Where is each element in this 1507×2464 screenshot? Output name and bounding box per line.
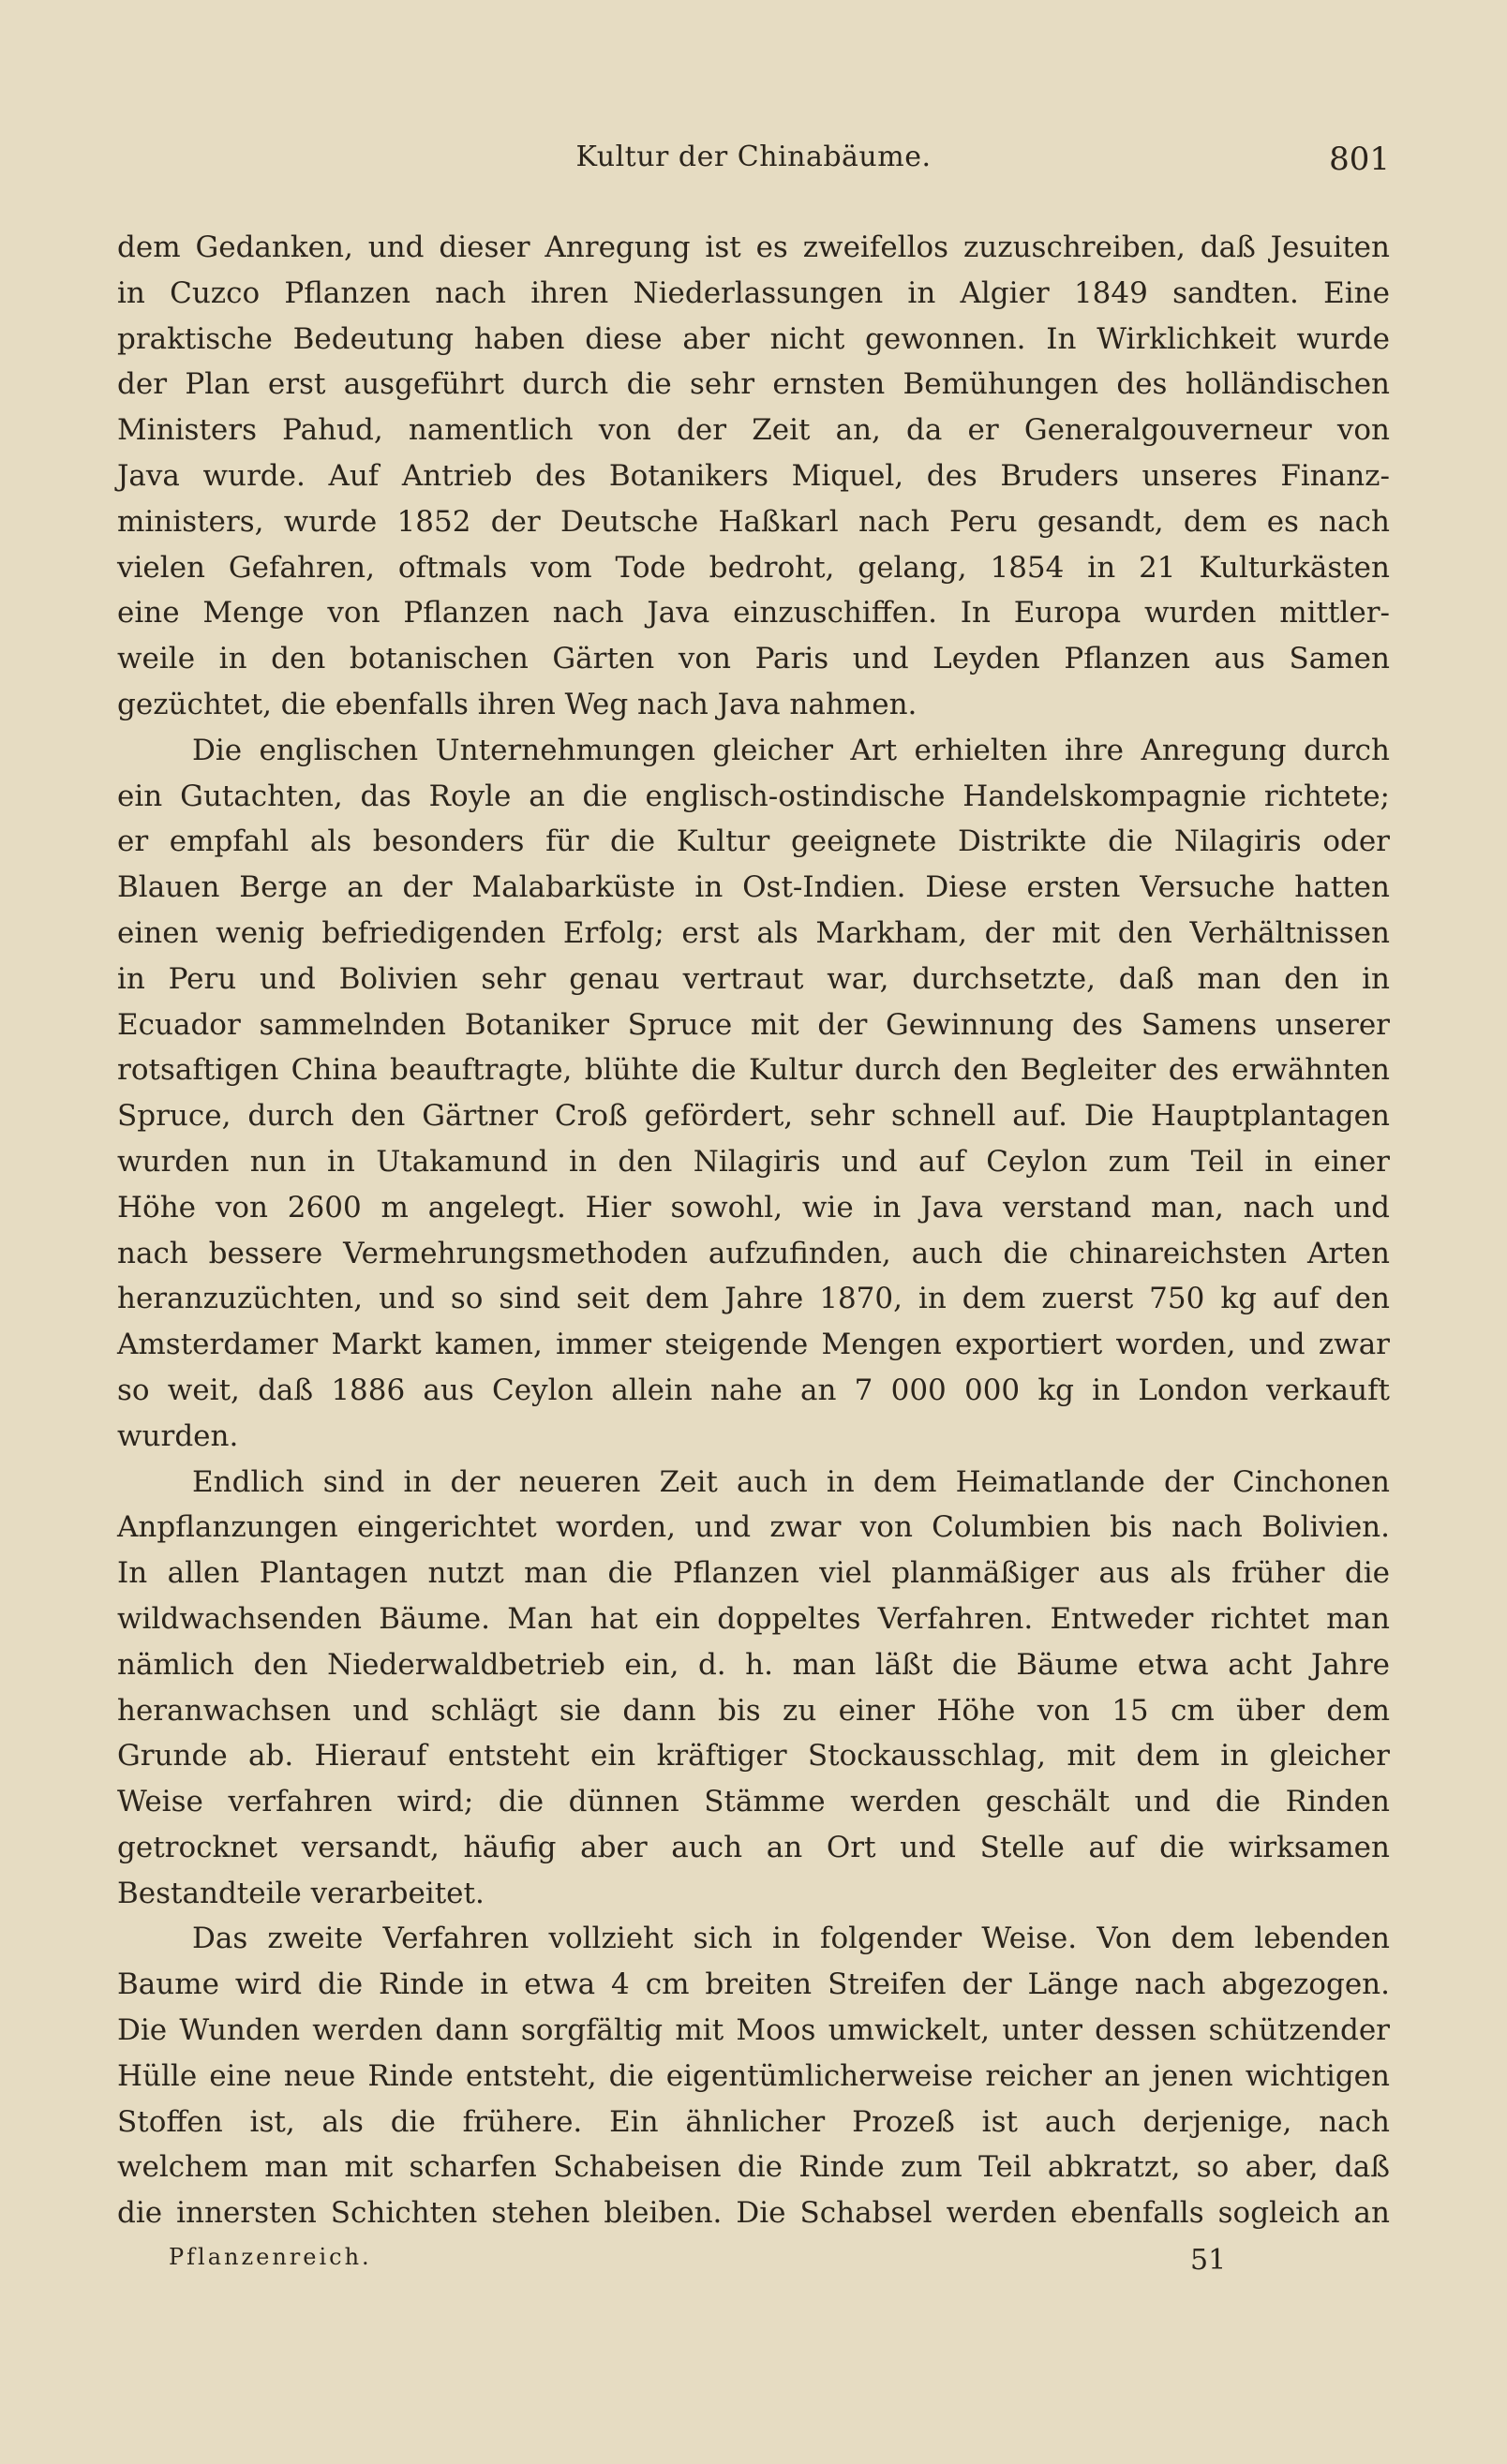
text-line: weile in den botanischen Gärten von Paris und Leyden Pflanzen aus Samen (117, 642, 1390, 676)
body-text (117, 225, 1390, 2236)
text-line: In allen Plantagen nutzt man die Pflanzen viel planmäßiger aus als früher die (117, 1556, 1390, 1591)
text-line: Stoffen ist, als die frühere. Ein ähnlicher Prozeß ist auch derjenige, nach (117, 2104, 1390, 2139)
text-line: gezüchtet, die ebenfalls ihren Weg nach Java nahmen. (117, 687, 918, 721)
text-line: dem Gedanken, und dieser Anregung ist es zweifellos zuzuschreiben, daß Jesuiten (117, 230, 1390, 264)
text-line: Ecuador sammelnden Botaniker Spruce mit der Gewinnung des Samens unserer (117, 1007, 1390, 1042)
text-line: Java wurde. Auf Antrieb des Botanikers Miquel, des Bruders unseres Finanz- (117, 458, 1390, 493)
text-line: Bestandteile verarbeitet. (117, 1876, 485, 1910)
text-line: in Peru und Bolivien sehr genau vertraut war, durchsetzte, daß man den in (117, 961, 1390, 996)
text-line: Anpflanzungen eingerichtet worden, und zwar von Columbien bis nach Bolivien. (117, 1510, 1390, 1545)
text-line: Das zweite Verfahren vollzieht sich in folgender Weise. Von dem lebenden (192, 1922, 1390, 1956)
text-line: Amsterdamer Markt kamen, immer steigende Mengen exportiert worden, und zwar (117, 1328, 1390, 1362)
text-line: ein Gutachten, das Royle an die englisch-ostindische Handelskompagnie richtete; (117, 779, 1390, 813)
text-line: heranwachsen und schlägt sie dann bis zu einer Höhe von 15 cm über dem (117, 1693, 1390, 1728)
text-line: getrocknet versandt, häufig aber auch an Ort und Stelle auf die wirksamen (117, 1830, 1390, 1864)
page-footer (169, 2244, 1340, 2281)
text-line: wildwachsenden Bäume. Man hat ein doppeltes Verfahren. Entweder richtet man (117, 1601, 1390, 1636)
running-title: Kultur der Chinabäume. (575, 141, 932, 173)
text-line: Weise verfahren wird; die dünnen Stämme werden geschält und die Rinden (117, 1785, 1390, 1819)
running-head (117, 141, 1390, 182)
text-line: Die Wunden werden dann sorgfältig mit Moos umwickelt, unter dessen schützender (117, 2013, 1390, 2048)
page-number: 801 (1329, 141, 1390, 178)
text-line: Hülle eine neue Rinde entsteht, die eigentümlicherweise reicher an jenen wichtigen (117, 2058, 1390, 2093)
text-line: die innersten Schichten stehen bleiben. Die Schabsel werden ebenfalls sogleich an (117, 2196, 1390, 2231)
text-line: eine Menge von Pflanzen nach Java einzuschiffen. In Europa wurden mittler- (117, 596, 1390, 631)
text-line: vielen Gefahren, oftmals vom Tode bedroht, gelang, 1854 in 21 Kulturkästen (117, 550, 1390, 585)
text-line: ministers, wurde 1852 der Deutsche Haßkarl nach Peru gesandt, dem es nach (117, 504, 1390, 539)
text-line: der Plan erst ausgeführt durch die sehr ernsten Bemühungen des holländischen (117, 367, 1390, 402)
text-line: Blauen Berge an der Malabarküste in Ost-Indien. Diese ersten Versuche hatten (117, 870, 1390, 905)
text-line: Höhe von 2600 m angelegt. Hier sowohl, wie in Java verstand man, nach und (117, 1190, 1390, 1225)
text-line: Baume wird die Rinde in etwa 4 cm breiten Streifen der Länge nach abgezogen. (117, 1967, 1390, 2002)
text-line: Die englischen Unternehmungen gleicher Art erhielten ihre Anregung durch (192, 733, 1390, 767)
text-line: in Cuzco Pflanzen nach ihren Niederlassungen in Algier 1849 sandten. Eine (117, 275, 1390, 310)
text-line: nämlich den Niederwaldbetrieb ein, d. h. man läßt die Bäume etwa acht Jahre (117, 1647, 1390, 1682)
text-line: Ministers Pahud, namentlich von der Zeit an, da er Generalgouverneur von (117, 413, 1390, 448)
text-line: Grunde ab. Hierauf entsteht ein kräftiger Stockausschlag, mit dem in gleicher (117, 1739, 1390, 1774)
text-line: einen wenig befriedigenden Erfolg; erst als Markham, der mit den Verhältnissen (117, 915, 1390, 950)
sheet-number: 51 (1190, 2244, 1227, 2277)
text-line: welchem man mit scharfen Schabeisen die Rinde zum Teil abkratzt, so aber, daß (117, 2150, 1390, 2185)
text-line: so weit, daß 1886 aus Ceylon allein nahe an 7 000 000 kg in London verkauft (117, 1373, 1390, 1407)
text-line: wurden nun in Utakamund in den Nilagiris und auf Ceylon zum Teil in einer (117, 1144, 1390, 1179)
text-line: rotsaftigen China beauftragte, blühte die Kultur durch den Begleiter des erwähnten (117, 1053, 1390, 1088)
footer-signature: Pflanzenreich. (169, 2244, 372, 2270)
text-line: heranzuzüchten, und so sind seit dem Jahre 1870, in dem zuerst 750 kg auf den (117, 1282, 1390, 1316)
text-line: wurden. (117, 1418, 239, 1453)
text-line: Spruce, durch den Gärtner Croß gefördert, sehr schnell auf. Die Hauptplantagen (117, 1099, 1390, 1134)
text-line: er empfahl als besonders für die Kultur geeignete Distrikte die Nilagiris oder (117, 824, 1390, 859)
text-line: praktische Bedeutung haben diese aber nicht gewonnen. In Wirklichkeit wurde (117, 321, 1390, 356)
text-line: Endlich sind in der neueren Zeit auch in dem Heimatlande der Cinchonen (192, 1464, 1390, 1499)
text-line: nach bessere Vermehrungsmethoden aufzufinden, auch die chinareichsten Arten (117, 1236, 1390, 1270)
